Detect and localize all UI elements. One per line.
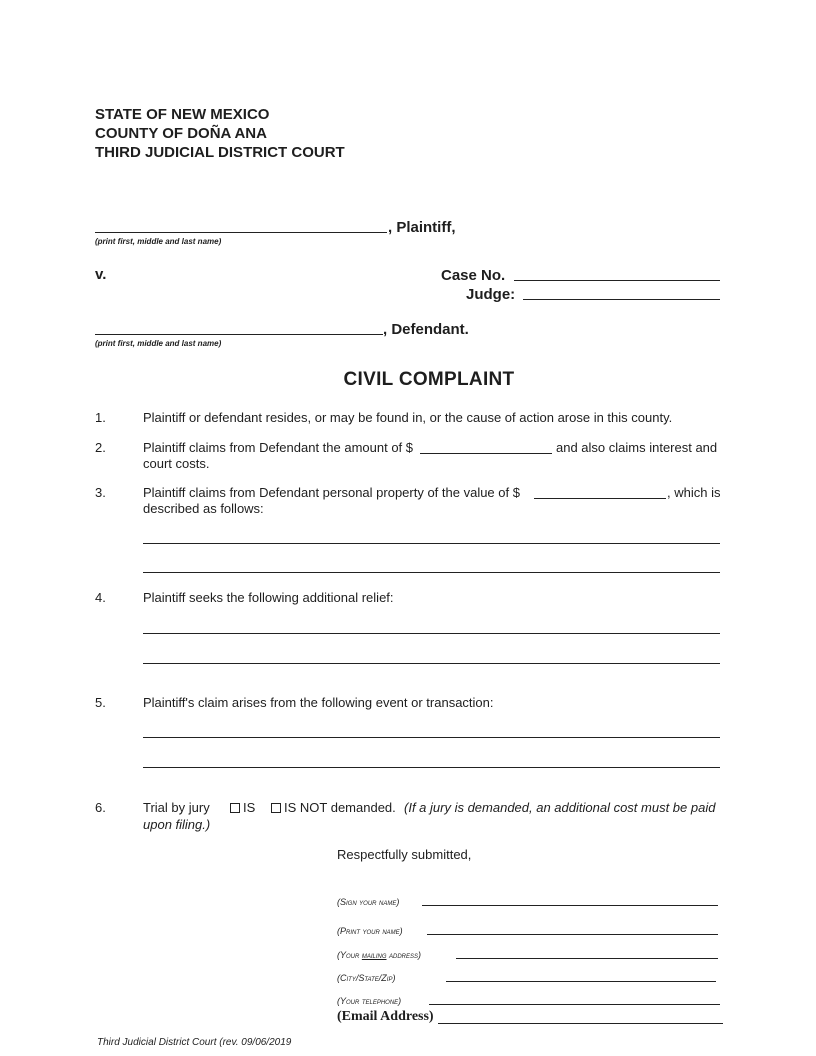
jury-label: Trial by jury bbox=[143, 800, 210, 815]
city-label: (City/State/Zip) bbox=[337, 973, 396, 983]
jury-is-checkbox[interactable] bbox=[230, 803, 240, 813]
footer-revision: Third Judicial District Court (rev. 09/06/2019 bbox=[97, 1037, 292, 1048]
item-3-text-c: described as follows: bbox=[143, 501, 264, 516]
mailing-address-line[interactable] bbox=[456, 958, 718, 959]
item-number: 3. bbox=[95, 485, 106, 500]
judge-line[interactable] bbox=[523, 299, 720, 300]
defendant-name-hint: (print first, middle and last name) bbox=[95, 339, 222, 348]
amount-line[interactable] bbox=[420, 453, 552, 454]
jury-note-b: upon filing.) bbox=[143, 817, 211, 832]
item-3-text-b: , which is bbox=[667, 485, 721, 500]
item-2-text-a: Plaintiff claims from Defendant the amount of $ bbox=[143, 440, 414, 455]
item-number: 5. bbox=[95, 695, 106, 710]
versus-label: v. bbox=[95, 266, 107, 283]
item-number: 4. bbox=[95, 590, 106, 605]
county-line: COUNTY OF DOÑA ANA bbox=[95, 125, 267, 142]
jury-note-a: (If a jury is demanded, an additional cost must be paid bbox=[404, 800, 716, 815]
property-description-line[interactable] bbox=[143, 543, 720, 544]
item-2-text-c: court costs. bbox=[143, 456, 210, 471]
email-label: (Email Address) bbox=[337, 1009, 434, 1024]
jury-is-label: IS bbox=[243, 800, 256, 815]
event-line[interactable] bbox=[143, 767, 720, 768]
item-2-text-b: and also claims interest and bbox=[556, 440, 718, 455]
judge-label: Judge: bbox=[466, 286, 516, 303]
mailing-address-label bbox=[337, 950, 421, 960]
sign-name-label: (Sign your name) bbox=[337, 897, 400, 907]
plaintiff-name-line[interactable] bbox=[95, 232, 387, 233]
plaintiff-name-hint: (print first, middle and last name) bbox=[95, 237, 222, 246]
jury-is-not-option[interactable] bbox=[271, 800, 396, 815]
item-1-text: Plaintiff or defendant resides, or may be found in, or the cause of action arose in this county. bbox=[143, 410, 673, 425]
email-line[interactable] bbox=[438, 1023, 723, 1024]
item-number: 6. bbox=[95, 800, 106, 815]
telephone-line[interactable] bbox=[429, 1004, 720, 1005]
item-5-text: Plaintiff's claim arises from the following event or transaction: bbox=[143, 695, 494, 710]
jury-is-option[interactable] bbox=[230, 800, 255, 815]
event-line[interactable] bbox=[143, 737, 720, 738]
print-name-line[interactable] bbox=[427, 934, 718, 935]
jury-is-not-checkbox[interactable] bbox=[271, 803, 281, 813]
print-name-label: (Print your name) bbox=[337, 926, 403, 936]
case-no-line[interactable] bbox=[514, 280, 720, 281]
court-line: THIRD JUDICIAL DISTRICT COURT bbox=[95, 144, 345, 161]
state-line: STATE OF NEW MEXICO bbox=[95, 106, 270, 123]
page-title: CIVIL COMPLAINT bbox=[343, 369, 515, 390]
relief-line[interactable] bbox=[143, 633, 720, 634]
relief-line[interactable] bbox=[143, 663, 720, 664]
defendant-name-line[interactable] bbox=[95, 334, 383, 335]
respectfully-submitted: Respectfully submitted, bbox=[337, 847, 472, 862]
telephone-label: (Your telephone) bbox=[337, 996, 402, 1006]
jury-is-not-label: IS NOT demanded. bbox=[284, 800, 396, 815]
case-no-label: Case No. bbox=[441, 267, 506, 284]
item-3-text-a: Plaintiff claims from Defendant personal property of the value of $ bbox=[143, 485, 520, 500]
city-line[interactable] bbox=[446, 981, 716, 982]
property-value-line[interactable] bbox=[534, 498, 666, 499]
mailing-prefix: (Your bbox=[337, 950, 362, 960]
mailing-underlined: mailing bbox=[361, 950, 387, 960]
item-number: 2. bbox=[95, 440, 106, 455]
mailing-suffix: address) bbox=[386, 950, 422, 960]
sign-name-line[interactable] bbox=[422, 905, 718, 906]
item-4-text: Plaintiff seeks the following additional relief: bbox=[143, 590, 394, 605]
item-number: 1. bbox=[95, 410, 106, 425]
plaintiff-label: , Plaintiff, bbox=[388, 219, 456, 236]
property-description-line[interactable] bbox=[143, 572, 720, 573]
defendant-label: , Defendant. bbox=[383, 321, 469, 338]
